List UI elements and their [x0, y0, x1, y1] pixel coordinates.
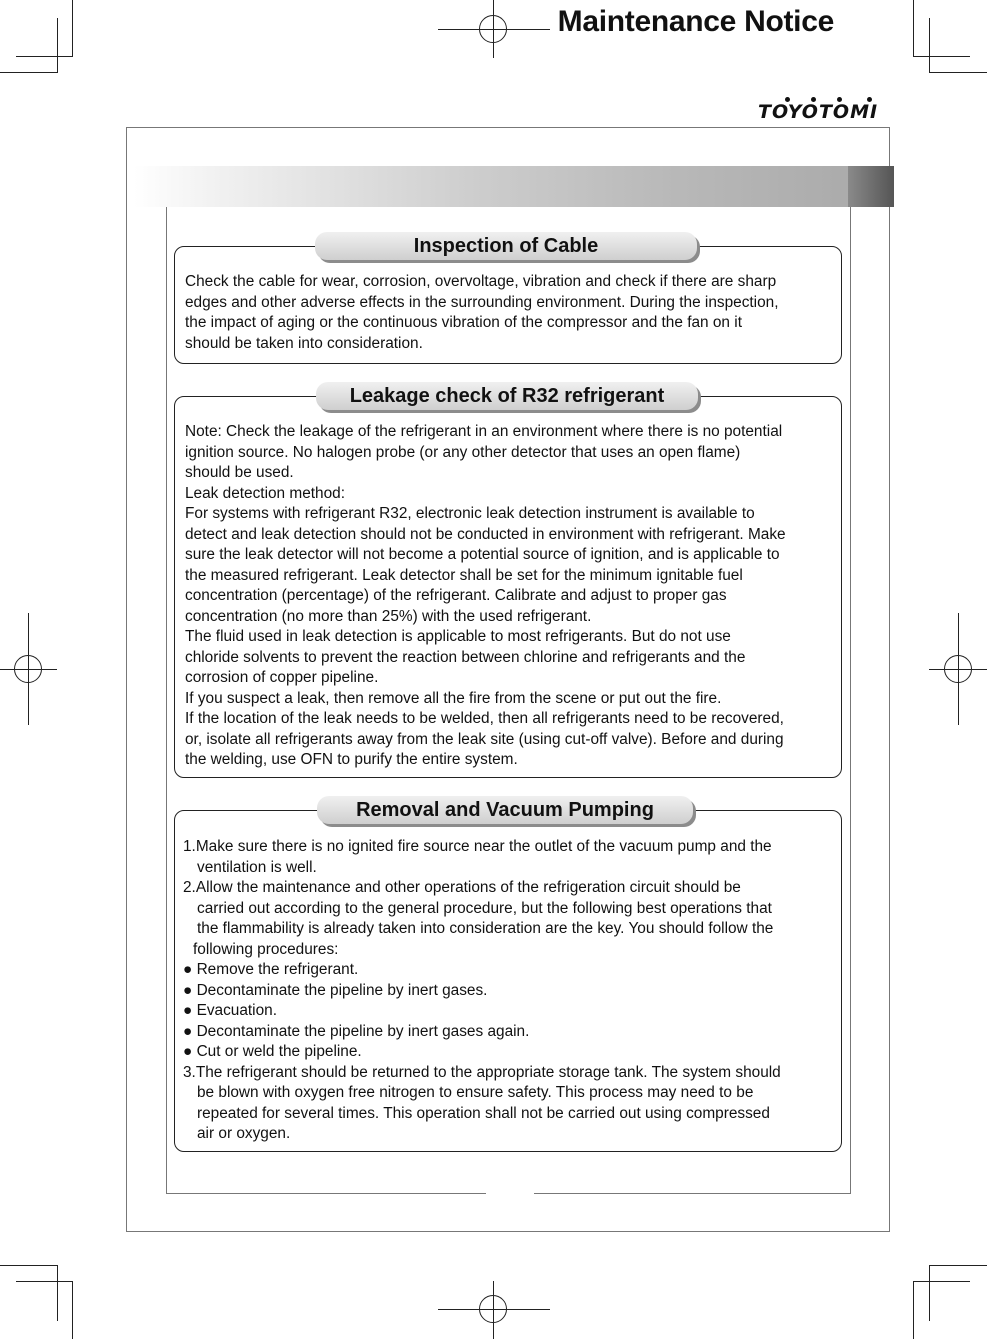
crop-mark [913, 0, 914, 56]
crop-mark [913, 1281, 914, 1339]
section-body [185, 422, 786, 771]
bullet-item: ● Decontaminate the pipeline by inert gases again. [183, 1022, 530, 1040]
text-line: Leak detection method: [185, 484, 346, 502]
brand-logo-text: TOYOTOMI [758, 101, 879, 123]
section-title: Leakage check of R32 refrigerant [316, 382, 698, 410]
bullet-item: ● Cut or weld the pipeline. [183, 1043, 362, 1060]
page-title: Maintenance Notice [557, 5, 834, 38]
brand-logo [758, 97, 879, 123]
text-line: detect and leak detection should not be conducted in environment with refrigerant. Make [185, 525, 786, 543]
text-line: following procedures: [193, 940, 339, 958]
text-line: 1.Make sure there is no ignited fire source near the outlet of the vacuum pump and the [183, 838, 772, 855]
text-line: chloride solvents to prevent the reaction between chlorine and refrigerants and the [185, 648, 746, 666]
section-body [183, 837, 781, 1145]
text-line: should be used. [185, 464, 294, 481]
text-line: concentration (percentage) of the refrigerant. Calibrate and adjust to proper gas [185, 587, 727, 604]
crop-mark [16, 1281, 73, 1282]
text-line: the impact of aging or the continuous vibration of the compressor and the fan on it [185, 314, 742, 331]
section-title: Removal and Vacuum Pumping [317, 796, 693, 824]
text-line: the measured refrigerant. Leak detector shall be set for the minimum ignitable fuel [185, 566, 743, 584]
text-line: For systems with refrigerant R32, electronic leak detection instrument is available to [185, 505, 755, 522]
crop-mark [913, 56, 970, 57]
section-body [185, 272, 778, 354]
section-title: Inspection of Cable [315, 232, 697, 260]
text-line: air or oxygen. [197, 1125, 291, 1142]
crop-mark [929, 18, 930, 73]
crop-mark [57, 1265, 58, 1321]
text-line: The fluid used in leak detection is applicable to most refrigerants. But do not use [185, 628, 731, 645]
text-line: should be taken into consideration. [185, 334, 423, 352]
crop-mark [929, 1265, 987, 1266]
text-line: repeated for several times. This operation shall not be carried out using compressed [197, 1104, 770, 1122]
bullet-item: ● Evacuation. [183, 1002, 277, 1019]
text-line: carried out according to the general procedure, but the following best operations that [197, 899, 772, 917]
text-line: ignition source. No halogen probe (or any other detector that uses an open flame) [185, 443, 741, 461]
crop-mark [929, 72, 987, 73]
text-line: sure the leak detector will not become a potential source of ignition, and is applicable to [185, 546, 780, 563]
text-line: ventilation is well. [197, 858, 317, 876]
text-line: the welding, use OFN to purify the entire system. [185, 751, 518, 768]
crop-mark [0, 1265, 58, 1266]
text-line: 2.Allow the maintenance and other operations of the refrigeration circuit should be [183, 879, 741, 896]
crop-mark [16, 56, 73, 57]
text-line: If the location of the leak needs to be welded, then all refrigerants need to be recovered, [185, 710, 784, 727]
bullet-item: ● Decontaminate the pipeline by inert gases. [183, 981, 488, 999]
text-line: If you suspect a leak, then remove all the fire from the scene or put out the fire. [185, 689, 722, 707]
title-banner [134, 166, 894, 207]
bullet-item: ● Remove the refrigerant. [183, 961, 359, 978]
text-line: concentration (no more than 25%) with the used refrigerant. [185, 607, 592, 625]
crop-mark [929, 1265, 930, 1321]
page-number-gap [486, 1189, 534, 1195]
crop-mark [0, 72, 58, 73]
text-line: 3.The refrigerant should be returned to the appropriate storage tank. The system should [183, 1063, 781, 1081]
title-banner-accent [848, 166, 894, 207]
text-line: Check the cable for wear, corrosion, overvoltage, vibration and check if there are sharp [185, 273, 777, 290]
text-line: the flammability is already taken into consideration are the key. You should follow the [197, 920, 774, 937]
text-line: Note: Check the leakage of the refrigerant in an environment where there is no potential [185, 423, 783, 440]
crop-mark [72, 1281, 73, 1339]
crop-mark [913, 1281, 970, 1282]
text-line: or, isolate all refrigerants away from the leak site (using cut-off valve). Before and during [185, 730, 784, 748]
text-line: corrosion of copper pipeline. [185, 669, 379, 686]
text-line: be blown with oxygen free nitrogen to ensure safety. This process may need to be [197, 1084, 754, 1101]
text-line: edges and other adverse effects in the surrounding environment. During the inspection, [185, 293, 779, 311]
